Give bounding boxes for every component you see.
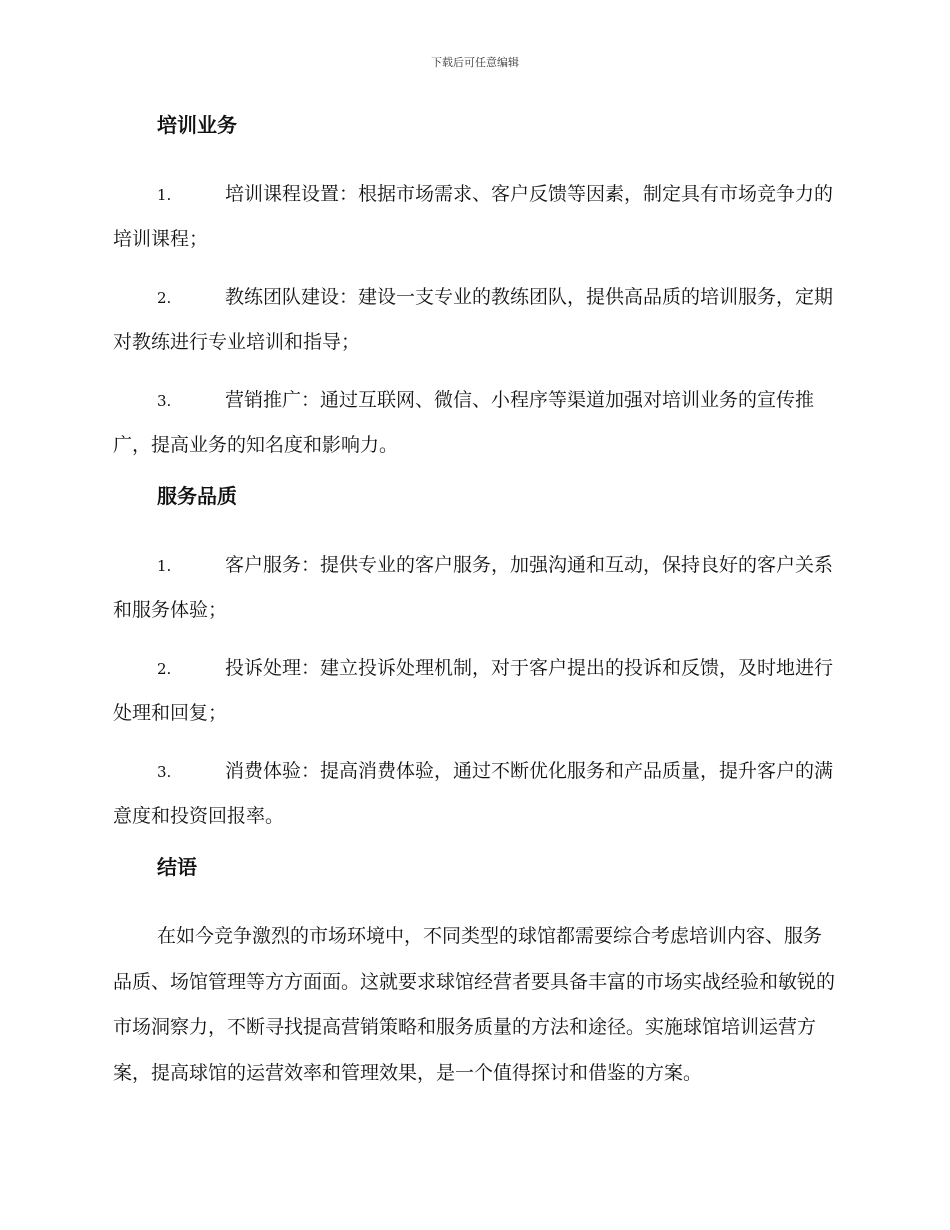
section-service	[113, 481, 835, 838]
list-item	[113, 275, 835, 364]
item-text: 投诉处理：建立投诉处理机制，对于客户提出的投诉和反馈，及时地进行处理和回复；	[113, 657, 834, 724]
list-item	[113, 172, 835, 261]
section-training	[113, 110, 835, 467]
item-text: 消费体验：提高消费体验，通过不断优化服务和产品质量，提升客户的满意度和投资回报率。	[113, 760, 834, 827]
page-header: 下载后可任意编辑	[431, 56, 519, 69]
section-heading: 结语	[157, 855, 197, 879]
conclusion-paragraph: 在如今竞争激烈的市场环境中，不同类型的球馆都需要综合考虑培训内容、服务品质、场馆管理等方方面面。这就要求球馆经营者要具备丰富的市场实战经验和敏锐的市场洞察力，不断寻找提高营销策略和服务质量的方法和途径。实施球馆培训运营方案，提高球馆的运营效率和管理效果，是一个值得探讨和借鉴的方案。	[113, 925, 836, 1084]
section-heading: 服务品质	[157, 484, 237, 508]
list-item	[113, 378, 835, 467]
item-number: 1.	[157, 186, 172, 204]
item-number: 2.	[157, 660, 172, 678]
list-item	[113, 749, 835, 838]
item-text: 培训课程设置：根据市场需求、客户反馈等因素，制定具有市场竞争力的培训课程；	[113, 183, 834, 250]
section-conclusion	[113, 852, 835, 1096]
item-number: 3.	[157, 392, 172, 410]
item-number: 1.	[157, 557, 172, 575]
list-item	[113, 646, 835, 735]
item-text: 教练团队建设：建设一支专业的教练团队，提供高品质的培训服务，定期对教练进行专业培训和指导；	[113, 286, 834, 353]
item-number: 3.	[157, 763, 172, 781]
list-item	[113, 543, 835, 632]
item-number: 2.	[157, 289, 172, 307]
item-text: 营销推广：通过互联网、微信、小程序等渠道加强对培训业务的宣传推广，提高业务的知名度和影响力。	[113, 389, 815, 456]
document-body	[113, 110, 835, 1104]
item-text: 客户服务：提供专业的客户服务，加强沟通和互动，保持良好的客户关系和服务体验；	[113, 554, 834, 621]
section-heading: 培训业务	[157, 113, 237, 137]
